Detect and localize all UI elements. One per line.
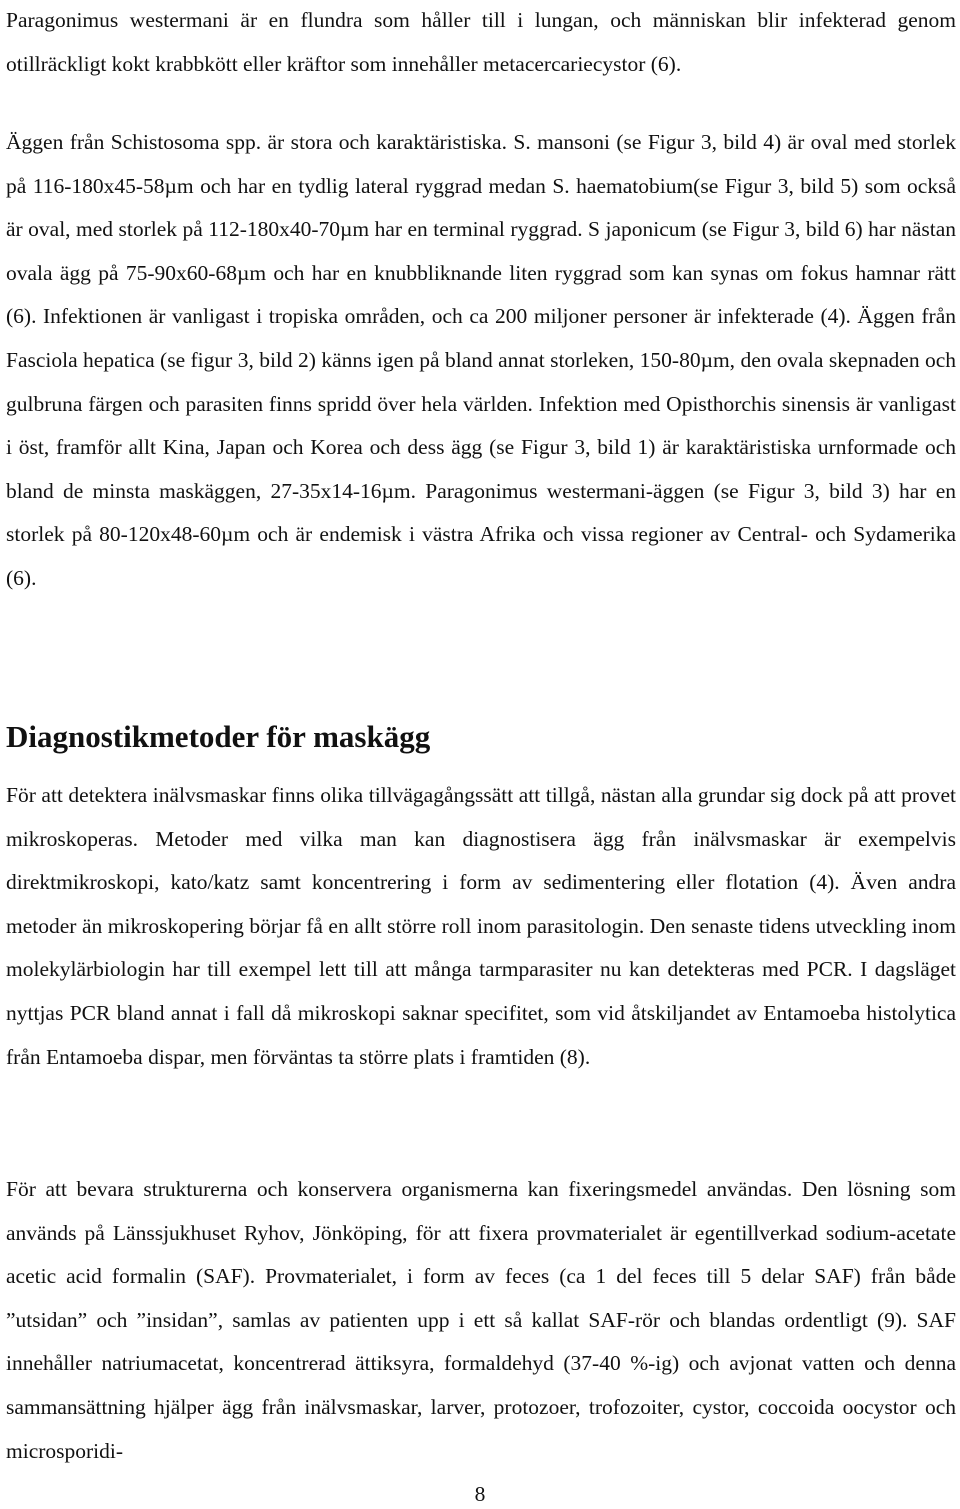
page-number: 8: [474, 1482, 486, 1506]
paragraph-fixation: För att bevara strukturerna och konservera organismerna kan fixeringsmedel användas. Den lösning som används på Länssjukhuset Ryhov, Jönköping, för att fixera provmaterialet är egentillverkad sodium-acetate acetic acid formalin (SAF). Provmaterialet, i form av feces (ca 1 del feces till 5 delar SAF) från både ”utsidan” och ”insidan”, samlas av patienten upp i ett så kallat SAF-rör och blandas ordentligt (9). SAF innehåller natriumacetat, koncentrerad ättiksyra, formaldehyd (37-40 %-ig) och avjonat vatten och denna sammansättning hjälper ägg från inälvsmaskar, larver, protozoer, trofozoiter, cystor, coccoida oocystor och microsporidi-: [6, 1177, 956, 1463]
section-heading: Diagnostikmetoder för maskägg: [6, 719, 431, 754]
paragraph-egg-descriptions: Äggen från Schistosoma spp. är stora och karaktäristiska. S. mansoni (se Figur 3, bild 4) är oval med storlek på 116-180x45-58µm och har en tydlig lateral ryggrad medan S. haematobium(se Figur 3, bild 5) som också är oval, med storlek på 112-180x40-70µm har en terminal ryggrad. S japonicum (se Figur 3, bild 6) har nästan ovala ägg på 75-90x60-68µm och har en knubbliknande liten ryggrad som kan synas om fokus hamnar rätt (6). Infektionen är vanligast i tropiska områden, och ca 200 miljoner personer är infekterade (4). Äggen från Fasciola hepatica (se figur 3, bild 2) känns igen på bland annat storleken, 150-80µm, den ovala skepnaden och gulbruna färgen och parasiten finns spridd över hela världen. Infektion med Opisthorchis sinensis är vanligast i öst, framför allt Kina, Japan och Korea och dess ägg (se Figur 3, bild 1) är karaktäristiska urnformade och bland de minsta maskäggen, 27-35x14-16µm. Paragonimus westermani-äggen (se Figur 3, bild 3) har en storlek på 80-120x48-60µm och är endemisk i västra Afrika och vissa regioner av Central- och Sydamerika (6).: [6, 130, 956, 590]
paragraph-paragonimus-intro: Paragonimus westermani är en flundra som håller till i lungan, och människan blir infekterad genom otillräckligt kokt krabbkött eller kräftor som innehåller metacercariecystor (6).: [6, 8, 956, 76]
paragraph-diagnostic-methods: För att detektera inälvsmaskar finns olika tillvägagångssätt att tillgå, nästan alla grundar sig dock på att provet mikroskoperas. Metoder med vilka man kan diagnostisera ägg från inälvsmaskar är exempelvis direktmikroskopi, kato/katz samt koncentrering i form av sedimentering eller flotation (4). Även andra metoder än mikroskopering börjar få en allt större roll inom parasitologin. Den senaste tidens utveckling inom molekylärbiologin har till exempel lett till att många tarmparasiter nu kan detekteras med PCR. I dagsläget nyttjas PCR bland annat i fall då mikroskopi saknar specifitet, som vid åtskiljandet av Entamoeba histolytica från Entamoeba dispar, men förväntas ta större plats i framtiden (8).: [6, 783, 956, 1069]
